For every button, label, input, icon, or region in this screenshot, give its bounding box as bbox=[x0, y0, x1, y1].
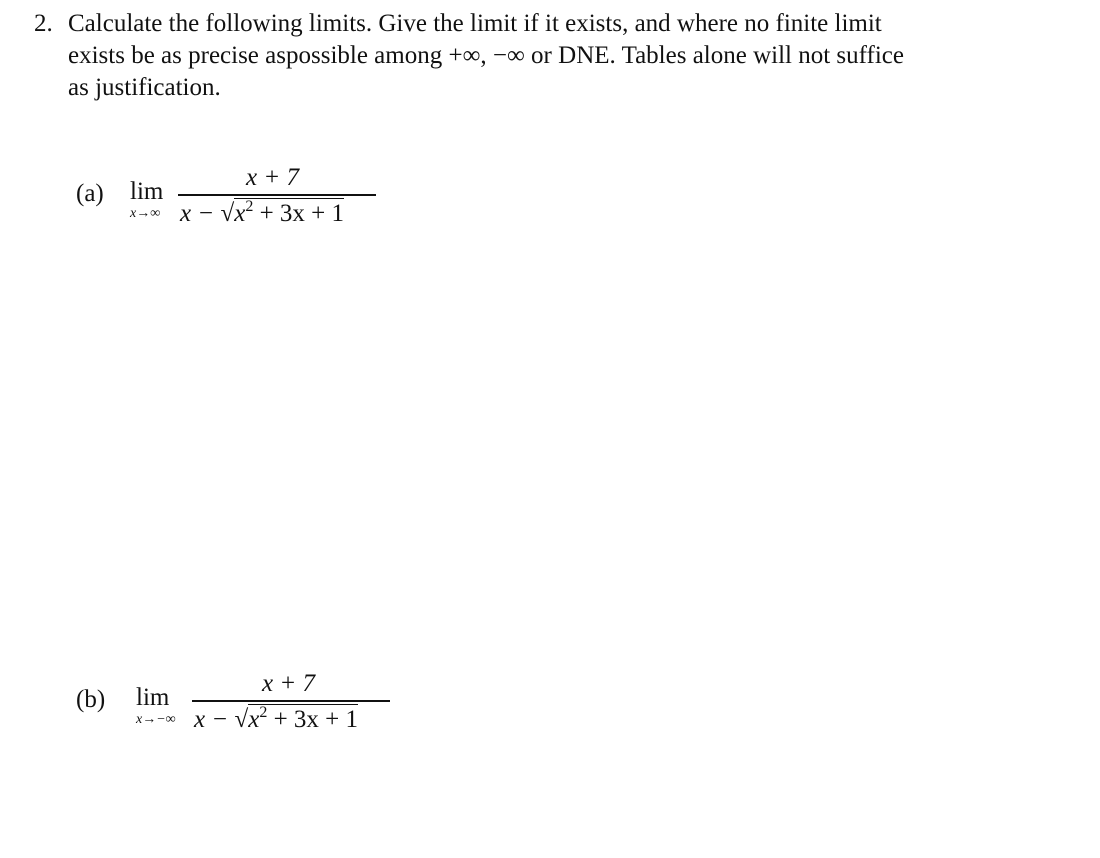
radicand-exponent: 2 bbox=[245, 198, 254, 215]
numerator: x + 7 bbox=[262, 670, 315, 697]
problem-number: 2. bbox=[34, 10, 53, 37]
fraction-bar bbox=[192, 700, 390, 702]
denominator bbox=[194, 706, 358, 734]
sqrt-symbol: √ bbox=[234, 706, 249, 733]
radicand bbox=[234, 198, 344, 227]
denominator bbox=[180, 200, 344, 228]
radicand bbox=[248, 704, 358, 733]
problem-line-2: exists be as precise aspossible among +∞, −∞ or DNE. Tables alone will not suffice bbox=[68, 42, 904, 69]
lim-word: lim bbox=[130, 178, 164, 205]
lim-subscript: x→−∞ bbox=[136, 712, 176, 727]
problem-line-3: as justification. bbox=[68, 74, 221, 101]
numerator: x + 7 bbox=[246, 164, 299, 191]
radicand-exponent: 2 bbox=[259, 704, 268, 721]
limit-operator bbox=[130, 178, 163, 222]
problem-statement bbox=[34, 8, 1044, 104]
radicand-rest: + 3x + 1 bbox=[267, 706, 359, 733]
radicand-x: x bbox=[234, 200, 246, 227]
denominator-lead: x − bbox=[194, 706, 229, 733]
lim-subscript: x→∞ bbox=[130, 206, 161, 221]
sqrt-symbol: √ bbox=[220, 200, 235, 227]
fraction-bar bbox=[178, 194, 376, 196]
denominator-lead: x − bbox=[180, 200, 215, 227]
problem-line-1: Calculate the following limits. Give the limit if it exists, and where no finite limit bbox=[68, 10, 882, 37]
lim-word: lim bbox=[136, 684, 170, 711]
part-label: (b) bbox=[76, 686, 106, 713]
radicand-rest: + 3x + 1 bbox=[253, 200, 345, 227]
radicand-x: x bbox=[248, 706, 260, 733]
part-label: (a) bbox=[76, 180, 104, 207]
limit-operator bbox=[136, 684, 176, 728]
